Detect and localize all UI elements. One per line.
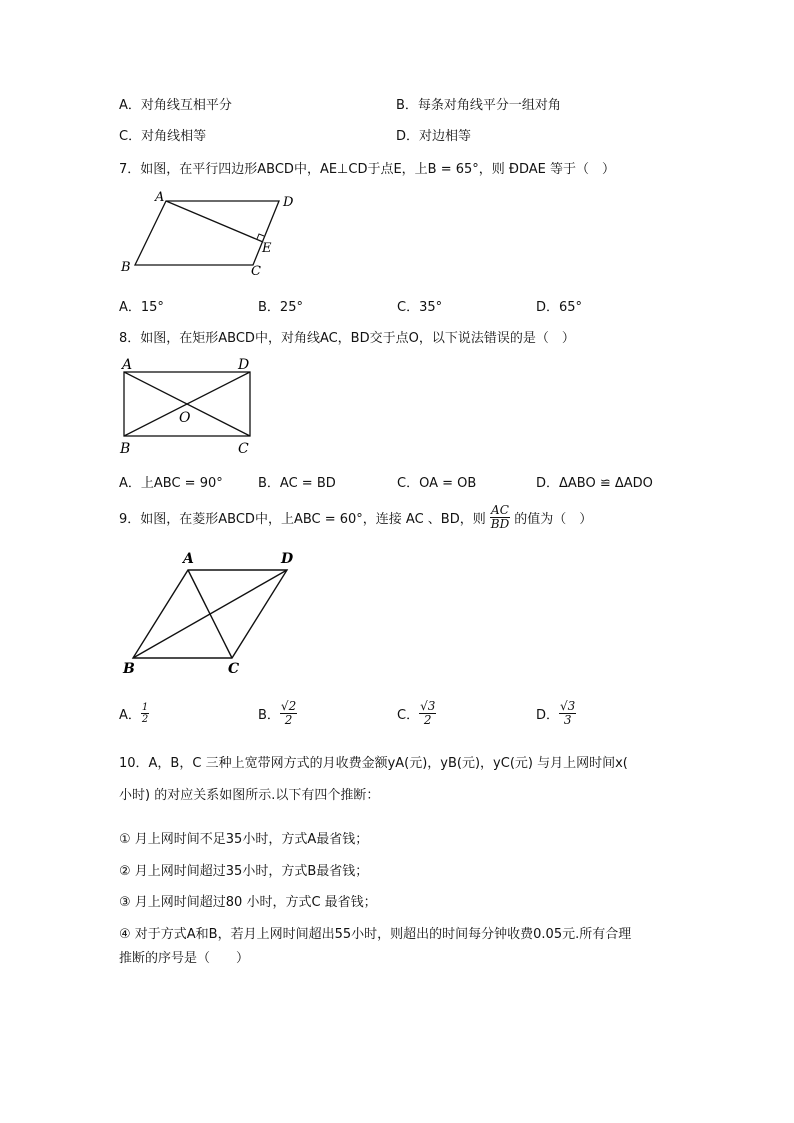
q9-option-d-num: √3 (560, 698, 576, 713)
q9-stem-fraction (490, 504, 510, 531)
q6-option-b: B．每条对角线平分一组对角 (396, 98, 561, 113)
q9-option-c-num: √3 (420, 698, 436, 713)
q9-option-b (258, 697, 297, 729)
q9-option-a-label: A． (119, 707, 141, 723)
q9-stem (119, 500, 592, 534)
q7-option-a: A．15° (119, 300, 164, 315)
q10-statement-4-line1: ④ 对于方式A和B，若月上网时间超出55小时，则超出的时间每分钟收费0.05元.所有合理 (119, 927, 632, 942)
q8-label-o: O (179, 410, 191, 426)
q9-label-c: C (228, 661, 240, 677)
q7-label-d: D (283, 195, 294, 210)
q7-parallelogram-figure (115, 185, 315, 280)
q8-label-b: B (120, 441, 131, 457)
q9-option-c (397, 697, 436, 729)
q9-option-a (119, 697, 149, 729)
q8-rectangle-figure (115, 355, 260, 460)
q10-stem-line1: 10．A，B，C 三种上宽带网方式的月收费金额yA(元)，yB(元)，yC(元) 与月上网时间x( (119, 756, 628, 771)
q9-label-d: D (281, 551, 294, 567)
q9-label-b: B (123, 661, 135, 677)
q7-label-a: A (155, 190, 165, 205)
q9-option-c-den: 2 (423, 712, 432, 727)
q8-option-c: C．OA = OB (397, 476, 477, 491)
q7-option-d: D．65° (536, 300, 583, 315)
q8-option-d: D．ΔABO ≌ ΔADO (536, 476, 653, 491)
q6-option-c: C．对角线相等 (119, 129, 207, 144)
q7-option-b: B．25° (258, 300, 303, 315)
q10-statement-2: ② 月上网时间超过35小时，方式B最省钱； (119, 864, 369, 879)
q8-label-d: D (238, 357, 250, 373)
q9-option-b-label: B． (258, 707, 280, 723)
q9-option-b-num: √2 (280, 698, 297, 713)
q8-option-b: B．AC = BD (258, 476, 336, 491)
q10-statement-1: ① 月上网时间不足35小时，方式A最省钱； (119, 832, 369, 847)
q10-statement-4-line2: 推断的序号是（ ） (119, 951, 250, 966)
q9-label-a: A (183, 551, 194, 567)
q9-stem-fraction-den: BD (490, 516, 510, 531)
q6-option-a: A．对角线互相平分 (119, 98, 232, 113)
q9-option-d (536, 697, 576, 729)
q9-option-b-fraction (280, 700, 297, 727)
q7-stem: 7．如图，在平行四边形ABCD中，AE⊥CD于点E，上B = 65°，则 ÐDAE 等于（ ） (119, 162, 616, 177)
q10-stem-line2: 小时) 的对应关系如图所示.以下有四个推断： (119, 788, 380, 803)
q8-stem: 8．如图，在矩形ABCD中，对角线AC，BD交于点O，以下说法错误的是（ ） (119, 331, 575, 346)
q10-statement-3: ③ 月上网时间超过80 小时，方式C 最省钱； (119, 895, 377, 910)
q9-option-d-den: 3 (563, 712, 572, 727)
q7-label-b: B (121, 260, 131, 275)
q9-option-d-fraction (559, 700, 576, 727)
q9-option-a-fraction (141, 702, 149, 725)
q8-label-c: C (238, 441, 249, 457)
q7-label-c: C (251, 264, 261, 279)
q9-option-b-den: 2 (284, 712, 293, 727)
q9-option-c-label: C． (397, 707, 420, 723)
q9-option-d-label: D． (536, 707, 560, 723)
q9-stem-prefix: 9．如图，在菱形ABCD中，上ABC = 60°，连接 AC 、BD，则 (119, 511, 486, 527)
q9-option-c-fraction (419, 700, 436, 727)
q7-option-c: C．35° (397, 300, 443, 315)
q8-option-a: A．上ABC = 90° (119, 476, 223, 491)
q6-option-d: D．对边相等 (396, 129, 472, 144)
q9-stem-suffix: 的值为（ ） (514, 511, 593, 527)
q9-rhombus-figure (115, 545, 305, 680)
q7-label-e: E (262, 241, 272, 256)
q8-label-a: A (122, 357, 133, 373)
q9-stem-fraction-num: AC (491, 502, 509, 517)
q9-option-a-num: 1 (141, 701, 149, 713)
q9-option-a-den: 2 (141, 713, 149, 725)
